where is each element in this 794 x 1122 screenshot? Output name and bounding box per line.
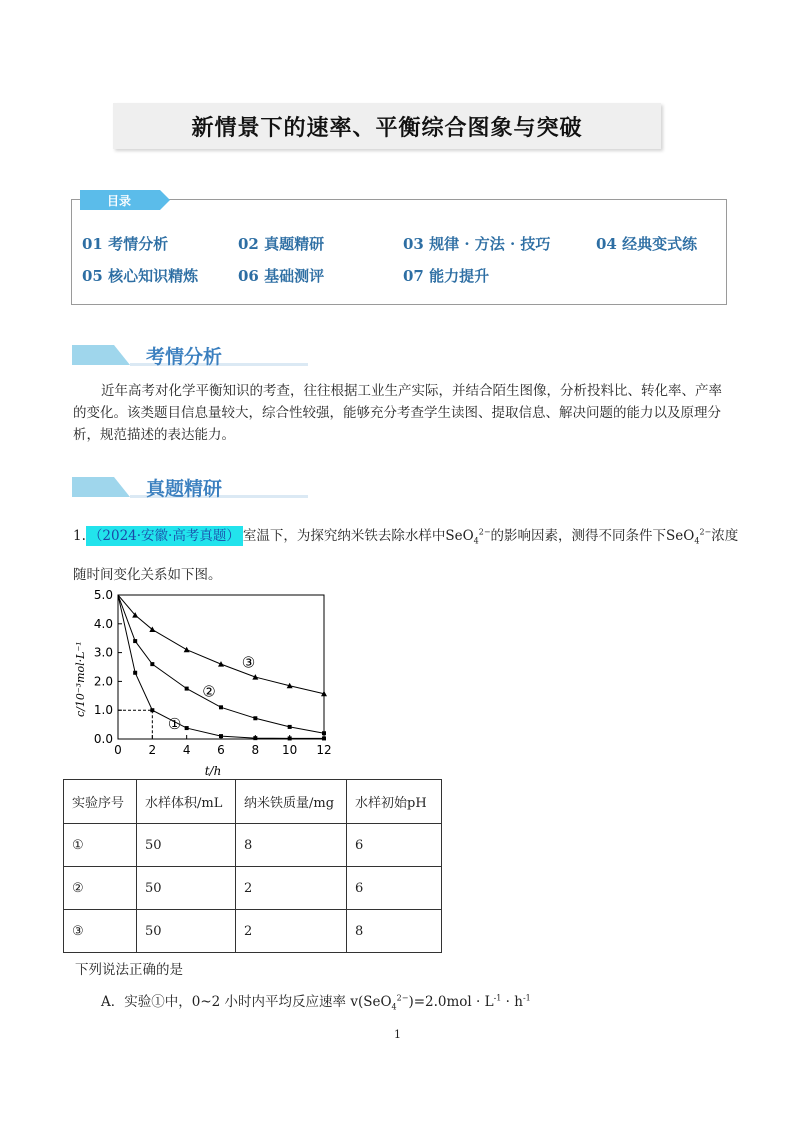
option-a-value: =2.0mol · L [413,994,494,1010]
x-tick-label: 12 [316,743,332,757]
exponent: -1 [522,993,531,1003]
data-point [150,662,154,666]
table-cell: ① [64,824,137,867]
table-cell: 8 [347,910,442,953]
table-header: 水样初始pH [347,780,442,824]
y-tick-label: 1.0 [93,703,113,718]
section-header-analysis [72,340,308,370]
toc-item-4[interactable]: 04 经典变式练 [596,235,698,253]
data-point [288,725,292,729]
title-banner [113,103,661,149]
y-tick-label: 0.0 [93,732,113,746]
table-cell: ③ [64,910,137,953]
data-point [185,687,189,691]
y-tick-label: 4.0 [93,616,113,631]
data-point [150,708,154,712]
question-line-1 [73,524,738,546]
question-text-b: 的影响因素，测得不同条件下SeO [490,528,695,544]
series-label: ① [167,715,182,734]
table-cell: 6 [347,867,442,910]
series-label: ③ [241,653,256,672]
toc-item-6[interactable]: 06 基础测评 [238,267,325,285]
question-text-c: 浓度 [711,528,739,544]
table-cell: 50 [137,867,236,910]
y-tick-label: 3.0 [93,645,113,660]
experiment-table [63,779,442,953]
table-header: 纳米铁质量/mg [236,780,347,824]
table-cell: 2 [236,910,347,953]
ion-subscript: 4 [391,1002,397,1012]
table-cell: ② [64,867,137,910]
ion-subscript: 4 [473,536,479,546]
question-prompt: 下列说法正确的是 [75,962,183,978]
section-header-exam [72,472,308,502]
data-point [185,726,189,730]
ion-superscript: 2− [699,527,712,537]
table-cell: 8 [236,824,347,867]
table-header-row [64,780,442,824]
data-point [288,736,292,740]
x-tick-label: 10 [282,743,298,757]
toc-tab-label: 目录 [106,194,131,208]
y-tick-label: 2.0 [93,674,113,689]
data-point [322,731,326,735]
y-axis-label: c/10⁻³mol·L⁻¹ [74,641,87,717]
data-point [184,647,190,653]
x-tick-label: 0 [114,743,122,757]
section-title-analysis: 考情分析 [146,346,223,368]
data-point [219,734,223,738]
series-line [118,595,324,694]
toc-item-3[interactable]: 03 规律 · 方法 · 技巧 [403,235,551,253]
toc-item-7[interactable]: 07 能力提升 [403,267,490,285]
ion-subscript: 4 [694,536,700,546]
table-cell: 6 [347,824,442,867]
section-title-exam: 真题精研 [146,478,223,500]
data-point [253,736,257,740]
table-cell: 2 [236,867,347,910]
table-header: 水样体积/mL [137,780,236,824]
x-axis-label: t/h [204,764,222,778]
y-tick-label: 5.0 [93,588,113,602]
option-a-unit: · h [501,994,523,1010]
x-tick-label: 8 [251,743,260,757]
question-line-2: 随时间变化关系如下图。 [73,567,222,583]
toc-item-5[interactable]: 05 核心知识精炼 [82,267,199,285]
concentration-chart [62,585,352,780]
plot-frame [118,595,324,739]
option-a-ion: SeO [363,994,392,1010]
data-point [219,705,223,709]
exponent: -1 [493,993,502,1003]
table-row [64,910,442,953]
toc-item-2[interactable]: 02 真题精研 [238,235,325,253]
toc-item-1[interactable]: 01 考情分析 [82,235,169,253]
table-header: 实验序号 [64,780,137,824]
data-point [252,674,258,680]
ion-superscript: 2− [478,527,491,537]
option-a[interactable]: A．实验①中，0~2 小时内平均反应速率 $v(SeO_4^{2-})=2.0mol \cdot L^{-1} \cdot h^{-1}$ [101,993,531,1012]
data-point [218,661,224,667]
data-point [322,736,326,740]
option-a-text: A．实验①中，0~2 小时内平均反应速率 v [101,994,358,1010]
question-source: （2024·安徽·高考真题） [86,526,243,546]
toc-tab [80,190,170,210]
page-title: 新情景下的速率、平衡综合图象与突破 [191,116,583,141]
table-cell: 50 [137,824,236,867]
data-point [133,639,137,643]
x-tick-label: 2 [148,743,157,757]
series-line [118,595,324,738]
x-tick-label: 6 [217,743,225,757]
table-cell: 50 [137,910,236,953]
question-text-a: 室温下，为探究纳米铁去除水样中SeO [242,528,474,544]
series-label: ② [202,682,216,701]
data-point [253,716,257,720]
page-number: 1 [394,1028,401,1041]
table-row [64,824,442,867]
question-number: 1. [73,528,86,544]
table-row [64,867,442,910]
ion-superscript: 2− [396,993,409,1003]
data-point [133,671,137,675]
x-tick-label: 4 [182,743,191,757]
analysis-paragraph: 近年高考对化学平衡知识的考查，往往根据工业生产实际，并结合陌生图像，分析投料比、转化率、产率的变化。该类题目信息量较大，综合性较强，能够充分考查学生读图、提取信息、解决问题的能力以及原理分析，规范描述的表达能力。 [73,383,722,443]
